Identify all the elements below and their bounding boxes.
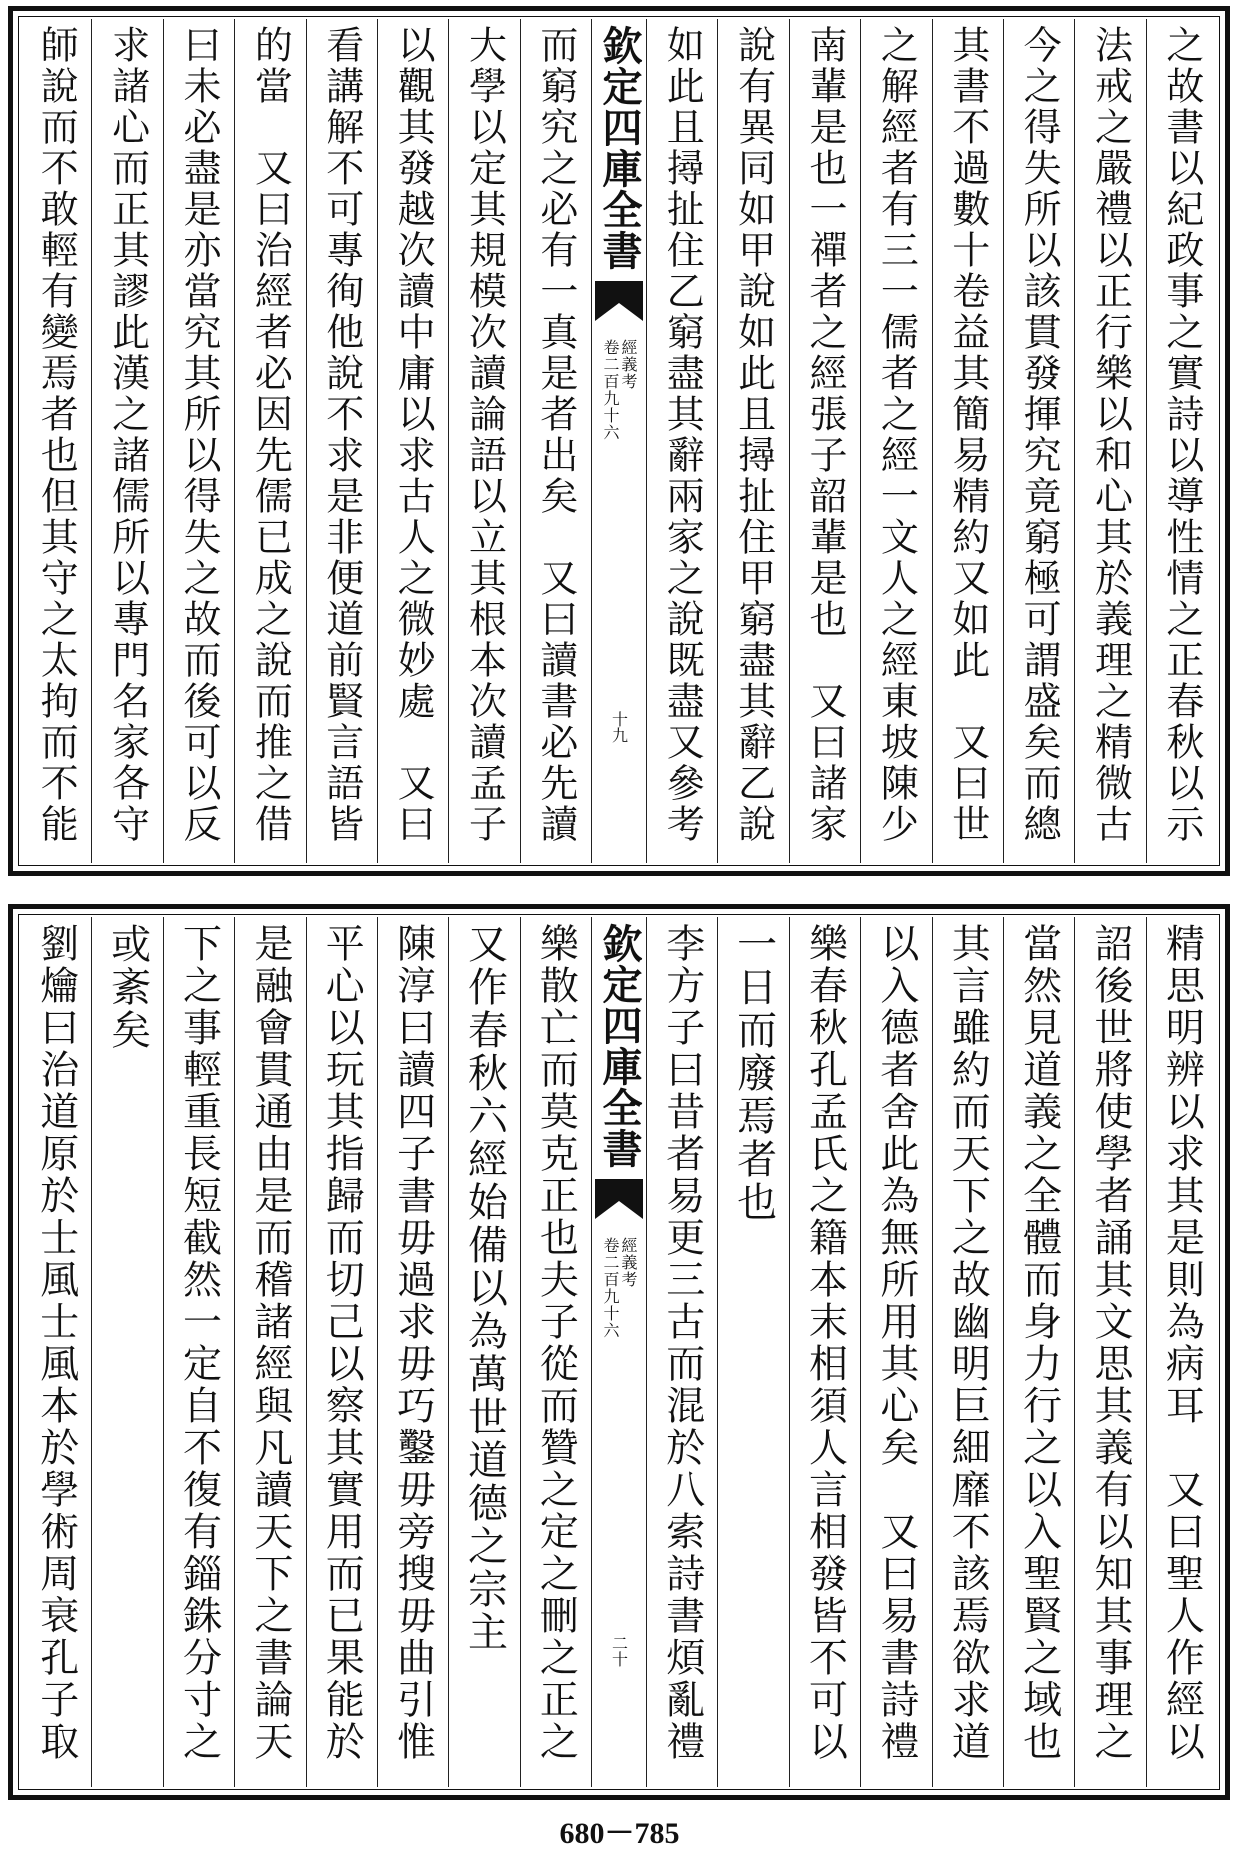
text-column: 樂春秋孔孟氏之籍本末相須人言相發皆不可以 — [789, 917, 860, 1787]
text-column: 一日而廢焉者也 — [717, 917, 788, 1787]
book-title: 欽定四庫全書 — [596, 25, 643, 271]
text-column: 以觀其發越次讀中庸以求古人之微妙處 又曰 — [377, 19, 448, 863]
text-column: 樂散亡而莫克正也夫子從而贊之定之刪之正之 — [520, 917, 591, 1787]
page-number: 680－785 — [559, 1817, 680, 1850]
text-column: 大學以定其規模次讀論語以立其根本次讀孟子 — [448, 19, 519, 863]
text-column: 曰未必盡是亦當究其所以得失之故而後可以反 — [163, 19, 234, 863]
bottom-columns — [21, 917, 1217, 1787]
chapter-number: 卷二百九十六 — [601, 339, 620, 441]
center-fold-column — [591, 19, 646, 863]
book-title: 欽定四庫全書 — [596, 923, 643, 1169]
text-column: 南輩是也一禪者之經張子韶輩是也 又曰諸家 — [789, 19, 860, 863]
text-column: 以入德者舍此為無所用其心矣 又曰易書詩禮 — [860, 917, 931, 1787]
text-column: 而窮究之必有一真是者出矣 又曰讀書必先讀 — [520, 19, 591, 863]
text-column: 如此且撏扯住乙窮盡其辭兩家之說既盡又參考 — [646, 19, 717, 863]
folio-number: 十九 — [609, 711, 629, 743]
folio-number: 二十 — [609, 1635, 629, 1667]
text-column: 師說而不敢輕有變焉者也但其守之太拘而不能 — [34, 25, 79, 845]
text-column: 或紊矣 — [91, 917, 162, 1787]
text-column: 其言雖約而天下之故幽明巨細靡不該焉欲求道 — [932, 917, 1003, 1787]
text-column: 求諸心而正其謬此漢之諸儒所以專門名家各守 — [91, 19, 162, 863]
text-column: 法戒之嚴禮以正行樂以和心其於義理之精微古 — [1074, 19, 1145, 863]
text-column: 又作春秋六經始備以為萬世道德之宗主 — [448, 917, 519, 1787]
text-column: 當然見道義之全體而身力行之以入聖賢之域也 — [1003, 917, 1074, 1787]
text-column: 說有異同如甲說如此且撏扯住甲窮盡其辭乙說 — [717, 19, 788, 863]
text-column: 劉爚曰治道原於士風士風本於學術周衰孔子取 — [33, 923, 79, 1763]
work-title: 經義考 — [619, 339, 638, 390]
fishtail-mark-icon — [595, 281, 643, 321]
text-column: 精思明辨以求其是則為病耳 又曰聖人作經以 — [1146, 917, 1217, 1787]
top-columns — [21, 19, 1217, 863]
text-column: 之故書以紀政事之實詩以導性情之正春秋以示 — [1146, 19, 1217, 863]
work-title: 經義考 — [619, 1237, 638, 1288]
text-column: 平心以玩其指歸而切己以察其實用而已果能於 — [306, 917, 377, 1787]
chapter-number: 卷二百九十六 — [601, 1237, 620, 1339]
text-column: 下之事輕重長短截然一定自不復有錙銖分寸之 — [163, 917, 234, 1787]
text-column: 看講解不可專徇他說不求是非便道前賢言語皆 — [306, 19, 377, 863]
text-column: 之解經者有三一儒者之經一文人之經東坡陳少 — [860, 19, 931, 863]
volume-info — [592, 1237, 646, 1387]
text-column: 其書不過數十卷益其簡易精約又如此 又曰世 — [932, 19, 1003, 863]
text-column: 詔後世將使學者誦其文思其義有以知其事理之 — [1074, 917, 1145, 1787]
center-fold-column — [591, 917, 646, 1787]
top-half-page — [8, 6, 1230, 876]
text-column: 是融會貫通由是而稽諸經與凡讀天下之書論天 — [234, 917, 305, 1787]
text-column: 陳淳曰讀四子書毋過求毋巧鑿毋旁搜毋曲引惟 — [377, 917, 448, 1787]
text-column: 李方子曰昔者易更三古而混於八索詩書煩亂禮 — [646, 917, 717, 1787]
fishtail-mark-icon — [595, 1179, 643, 1219]
bottom-half-page — [8, 904, 1230, 1800]
text-column: 今之得失所以該貫發揮究竟窮極可謂盛矣而總 — [1003, 19, 1074, 863]
text-column: 的當 又曰治經者必因先儒已成之說而推之借 — [234, 19, 305, 863]
volume-info — [592, 339, 646, 489]
